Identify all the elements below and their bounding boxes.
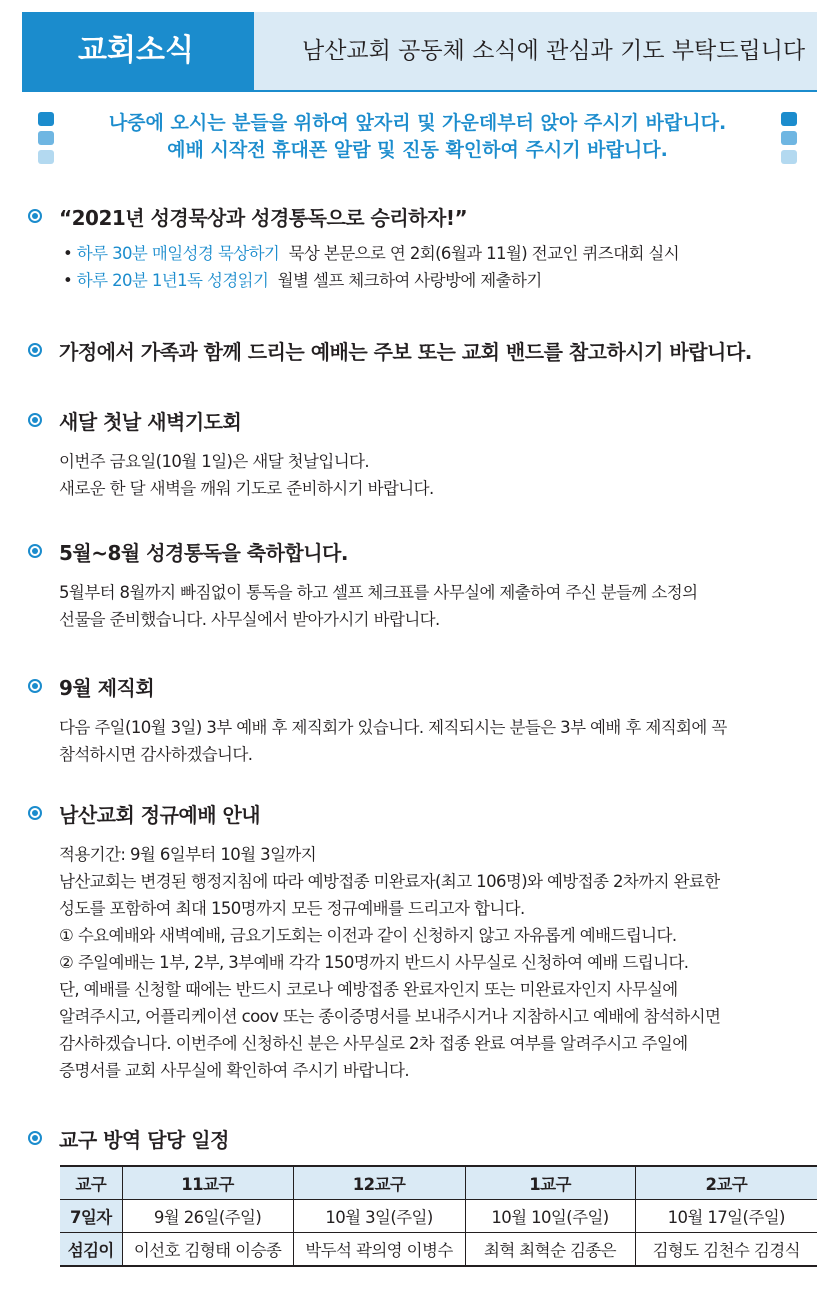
- circle-bullet-icon: [28, 209, 42, 223]
- circle-bullet-icon: [28, 806, 42, 820]
- list-item: • 하루 30분 매일성경 묵상하기 묵상 본문으로 연 2회(6월과 11월) 전교인 퀴즈대회 실시: [63, 244, 680, 263]
- notice-line: 예배 시작전 휴대폰 알람 및 진동 확인하여 주시기 바랍니다.: [167, 139, 668, 161]
- body-line: 남산교회는 변경된 행정지침에 따라 예방접종 미완료자(최고 106명)와 예방접종 2차까지 완료한: [59, 872, 720, 891]
- section-bible: [28, 206, 818, 294]
- right-square-icons: [781, 112, 797, 169]
- section-title: “2021년 성경묵상과 성경통독으로 승리하자!”: [59, 206, 468, 230]
- section-family: [28, 340, 818, 364]
- header-divider: [22, 90, 817, 92]
- body-line: 알려주시고, 어플리케이션 coov 또는 종이증명서를 보내주시거나 지참하시고 예배에 참석하시면: [59, 1007, 721, 1026]
- square-icon: [781, 112, 797, 126]
- header-subtitle: 남산교회 공동체 소식에 관심과 기도 부탁드립니다: [254, 12, 817, 90]
- section-quarantine: [28, 1128, 818, 1152]
- table-cell: 10월 10일(주일): [465, 1200, 635, 1233]
- notice-box: [30, 110, 805, 172]
- square-icon: [38, 112, 54, 126]
- left-square-icons: [38, 112, 54, 169]
- square-icon: [38, 131, 54, 145]
- section-title: 5월~8월 성경통독을 축하합니다.: [59, 541, 348, 565]
- table-header-cell: 교구: [60, 1166, 122, 1200]
- body-line: ② 주일예배는 1부, 2부, 3부예배 각각 150명까지 반드시 사무실로 신청하여 예배 드립니다.: [59, 953, 689, 972]
- body-line: 새로운 한 달 새벽을 깨워 기도로 준비하시기 바랍니다.: [59, 479, 434, 498]
- section-body: [59, 448, 818, 502]
- section-officers: [28, 676, 818, 768]
- section-body: [59, 579, 818, 633]
- row-header-cell: 섬김이: [60, 1233, 122, 1267]
- table-row: [60, 1200, 817, 1233]
- item-text: 묵상 본문으로 연 2회(6월과 11월) 전교인 퀴즈대회 실시: [288, 244, 680, 263]
- notice-line: 나중에 오시는 분들을 위하여 앞자리 및 가운데부터 앉아 주시기 바랍니다.: [108, 112, 727, 134]
- body-line: 선물을 준비했습니다. 사무실에서 받아가시기 바랍니다.: [59, 610, 440, 629]
- table-cell: 김형도 김천수 김경식: [635, 1233, 817, 1267]
- body-line: 5월부터 8월까지 빠짐없이 통독을 하고 셀프 체크표를 사무실에 제출하여 주신 분들께 소정의: [59, 583, 698, 602]
- section-title: 교구 방역 담당 일정: [59, 1128, 229, 1152]
- body-line: 증명서를 교회 사무실에 확인하여 주시기 바랍니다.: [59, 1061, 409, 1080]
- table-header-cell: 2교구: [635, 1166, 817, 1200]
- table-header-cell: 12교구: [293, 1166, 465, 1200]
- body-line: 이번주 금요일(10월 1일)은 새달 첫날입니다.: [59, 452, 370, 471]
- section-title: 새달 첫날 새벽기도회: [59, 410, 242, 434]
- square-icon: [781, 131, 797, 145]
- circle-bullet-icon: [28, 679, 42, 693]
- body-line: 적용기간: 9월 6일부터 10월 3일까지: [59, 845, 317, 864]
- table-cell: 이선호 김형태 이승종: [122, 1233, 293, 1267]
- table-cell: 박두석 곽의영 이병수: [293, 1233, 465, 1267]
- table-row: [60, 1233, 817, 1267]
- body-line: ① 수요예배와 새벽예배, 금요기도회는 이전과 같이 신청하지 않고 자유롭게 예배드립니다.: [59, 926, 677, 945]
- square-icon: [781, 150, 797, 164]
- circle-bullet-icon: [28, 343, 42, 357]
- body-line: 참석하시면 감사하겠습니다.: [59, 745, 253, 764]
- section-title: 남산교회 정규예배 안내: [59, 803, 261, 827]
- body-line: 다음 주일(10월 3일) 3부 예배 후 제직회가 있습니다. 제직되시는 분들은 3부 예배 후 제직회에 꼭: [59, 718, 727, 737]
- section-worship: [28, 803, 818, 1084]
- section-tab-title: 교회소식: [22, 12, 254, 90]
- item-highlight: 하루 30분 매일성경 묵상하기: [76, 244, 280, 263]
- list-item: • 하루 20분 1년1독 성경읽기 월별 셀프 체크하여 사랑방에 제출하기: [63, 271, 542, 290]
- table-cell: 10월 17일(주일): [635, 1200, 817, 1233]
- section-reading: [28, 541, 818, 633]
- section-dawn: [28, 410, 818, 502]
- circle-bullet-icon: [28, 1131, 42, 1145]
- item-text: 월별 셀프 체크하여 사랑방에 제출하기: [277, 271, 542, 290]
- section-title: 9월 제직회: [59, 676, 155, 700]
- section-body: [59, 841, 818, 1084]
- body-line: 단, 예배를 신청할 때에는 반드시 코로나 예방접종 완료자인지 또는 미완료자인지 사무실에: [59, 980, 678, 999]
- table-cell: 최혁 최혁순 김종은: [465, 1233, 635, 1267]
- table-cell: 10월 3일(주일): [293, 1200, 465, 1233]
- section-title: 가정에서 가족과 함께 드리는 예배는 주보 또는 교회 밴드를 참고하시기 바랍니다.: [59, 340, 752, 364]
- table-header-row: [60, 1166, 817, 1200]
- section-body: [59, 240, 818, 294]
- section-body: [59, 714, 818, 768]
- square-icon: [38, 150, 54, 164]
- notice-text: [30, 110, 805, 164]
- circle-bullet-icon: [28, 413, 42, 427]
- row-header-cell: 7일자: [60, 1200, 122, 1233]
- page-header: [22, 12, 817, 92]
- circle-bullet-icon: [28, 544, 42, 558]
- table-header-cell: 11교구: [122, 1166, 293, 1200]
- body-line: 감사하겠습니다. 이번주에 신청하신 분은 사무실로 2차 접종 완료 여부를 알려주시고 주일에: [59, 1034, 688, 1053]
- table-cell: 9월 26일(주일): [122, 1200, 293, 1233]
- body-line: 성도를 포함하여 최대 150명까지 모든 정규예배를 드리고자 합니다.: [59, 899, 525, 918]
- table-header-cell: 1교구: [465, 1166, 635, 1200]
- item-highlight: 하루 20분 1년1독 성경읽기: [76, 271, 269, 290]
- schedule-table: [60, 1165, 817, 1267]
